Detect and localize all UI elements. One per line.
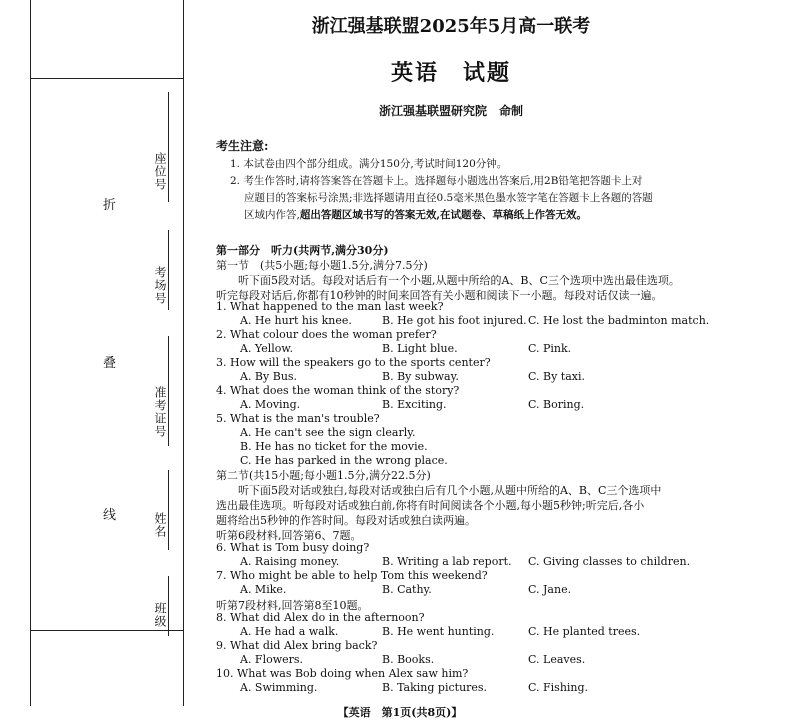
q5-option-b[interactable]: B. He has no ticket for the movie. xyxy=(240,440,428,453)
author-line: 浙江强基联盟研究院 命制 xyxy=(378,104,523,118)
section2-direction-2: 选出最佳选项。听每段对话或独白前,你将有时间阅读各个小题,每小题5秒钟;听完后,各小 xyxy=(216,499,645,512)
material-7-instruction: 听第7段材料,回答第8至10题。 xyxy=(216,599,369,612)
q7-option-c[interactable]: C. Jane. xyxy=(528,583,572,596)
fold-char-2: 叠 xyxy=(103,356,117,371)
class-label: 班级 xyxy=(153,602,167,628)
q1-option-a[interactable]: A. He hurt his knee. xyxy=(240,314,352,327)
margin-divider-top xyxy=(30,78,184,79)
class-blank[interactable] xyxy=(168,576,169,636)
question-5: 5. What is the man's trouble? xyxy=(216,412,380,425)
q9-option-b[interactable]: B. Books. xyxy=(382,653,435,666)
question-3: 3. How will the speakers go to the sports center? xyxy=(216,356,491,369)
notice-warning: 超出答题区域书写的答案无效,在试题卷、草稿纸上作答无效。 xyxy=(299,209,587,221)
fold-char-1: 折 xyxy=(103,198,117,213)
q9-option-c[interactable]: C. Leaves. xyxy=(528,653,586,666)
notice-item-2: 2. 考生作答时,请将答案答在答题卡上。选择题每小题选出答案后,用2B铅笔把答题卡上对 xyxy=(230,175,643,187)
notice-item-1: 1. 本试卷由四个部分组成。满分150分,考试时间120分钟。 xyxy=(230,158,508,170)
seat-number-blank[interactable] xyxy=(168,92,169,202)
q8-option-a[interactable]: A. He had a walk. xyxy=(240,625,339,638)
q4-option-a[interactable]: A. Moving. xyxy=(240,398,301,411)
subject-title: 英语 试题 xyxy=(390,60,511,86)
q8-option-c[interactable]: C. He planted trees. xyxy=(528,625,641,638)
exam-title: 浙江强基联盟2025年5月高一联考 xyxy=(311,16,591,37)
seat-number-label: 座位号 xyxy=(153,152,167,191)
q7-option-b[interactable]: B. Cathy. xyxy=(382,583,432,596)
margin-border-right xyxy=(183,0,184,706)
q9-option-a[interactable]: A. Flowers. xyxy=(240,653,304,666)
part1-title: 第一部分 听力(共两节,满分30分) xyxy=(216,244,389,257)
name-label: 姓名 xyxy=(153,512,167,538)
question-4: 4. What does the woman think of the story? xyxy=(216,384,460,397)
question-1: 1. What happened to the man last week? xyxy=(216,300,444,313)
section2-direction-1: 听下面5段对话或独白,每段对话或独白后有几个小题,从题中所给的A、B、C三个选项中 xyxy=(238,484,662,497)
q6-option-a[interactable]: A. Raising money. xyxy=(240,555,340,568)
page-footer: 【英语 第1页(共8页)】 xyxy=(337,706,463,719)
q2-option-c[interactable]: C. Pink. xyxy=(528,342,572,355)
q4-option-c[interactable]: C. Boring. xyxy=(528,398,585,411)
q6-option-c[interactable]: C. Giving classes to children. xyxy=(528,555,691,568)
q6-option-b[interactable]: B. Writing a lab report. xyxy=(382,555,512,568)
q3-option-c[interactable]: C. By taxi. xyxy=(528,370,586,383)
q4-option-b[interactable]: B. Exciting. xyxy=(382,398,447,411)
q2-option-a[interactable]: A. Yellow. xyxy=(240,342,294,355)
q3-option-b[interactable]: B. By subway. xyxy=(382,370,459,383)
section2-direction-3: 题将给出5秒钟的作答时间。每段对话或独白读两遍。 xyxy=(216,514,476,527)
q10-option-b[interactable]: B. Taking pictures. xyxy=(382,681,488,694)
q1-option-b[interactable]: B. He got his foot injured. xyxy=(382,314,527,327)
exam-room-blank[interactable] xyxy=(168,230,169,310)
binding-margin xyxy=(0,0,188,706)
notice-title: 考生注意: xyxy=(216,139,269,153)
exam-room-label: 考场号 xyxy=(153,266,167,305)
section1-title: 第一节 (共5小题;每小题1.5分,满分7.5分) xyxy=(216,259,428,272)
question-9: 9. What did Alex bring back? xyxy=(216,639,378,652)
admission-number-label: 准考证号 xyxy=(153,386,167,438)
q1-option-c[interactable]: C. He lost the badminton match. xyxy=(528,314,710,327)
q5-option-a[interactable]: A. He can't see the sign clearly. xyxy=(240,426,416,439)
question-7: 7. Who might be able to help Tom this weekend? xyxy=(216,569,488,582)
section2-title: 第二节(共15小题;每小题1.5分,满分22.5分) xyxy=(216,469,431,482)
q10-option-a[interactable]: A. Swimming. xyxy=(240,681,318,694)
notice-item-2-tail: 区域内作答, xyxy=(244,209,300,221)
section1-direction-1: 听下面5段对话。每段对话后有一个小题,从题中所给的A、B、C三个选项中选出最佳选项。 xyxy=(238,274,680,287)
margin-divider-bottom xyxy=(30,630,184,631)
question-8: 8. What did Alex do in the afternoon? xyxy=(216,611,425,624)
q8-option-b[interactable]: B. He went hunting. xyxy=(382,625,495,638)
name-blank[interactable] xyxy=(168,470,169,550)
question-6: 6. What is Tom busy doing? xyxy=(216,541,370,554)
question-10: 10. What was Bob doing when Alex saw him? xyxy=(216,667,469,680)
notice-item-2-cont: 应题目的答案标号涂黑;非选择题请用直径0.5毫米黑色墨水签字笔在答题卡上各题的答题 xyxy=(244,192,653,204)
question-2: 2. What colour does the woman prefer? xyxy=(216,328,437,341)
margin-border-left xyxy=(30,0,31,706)
q7-option-a[interactable]: A. Mike. xyxy=(240,583,287,596)
admission-number-blank[interactable] xyxy=(168,336,169,446)
notice-body xyxy=(230,156,686,224)
q2-option-b[interactable]: B. Light blue. xyxy=(382,342,458,355)
material-6-instruction: 听第6段材料,回答第6、7题。 xyxy=(216,529,362,542)
q5-option-c[interactable]: C. He has parked in the wrong place. xyxy=(240,454,448,467)
q10-option-c[interactable]: C. Fishing. xyxy=(528,681,589,694)
fold-char-3: 线 xyxy=(103,508,117,523)
q3-option-a[interactable]: A. By Bus. xyxy=(240,370,298,383)
notice-item-2-end xyxy=(230,207,686,224)
section1-direction-2: 听完每段对话后,你都有10秒钟的时间来回答有关小题和阅读下一小题。每段对话仅读一遍。 xyxy=(216,289,663,302)
